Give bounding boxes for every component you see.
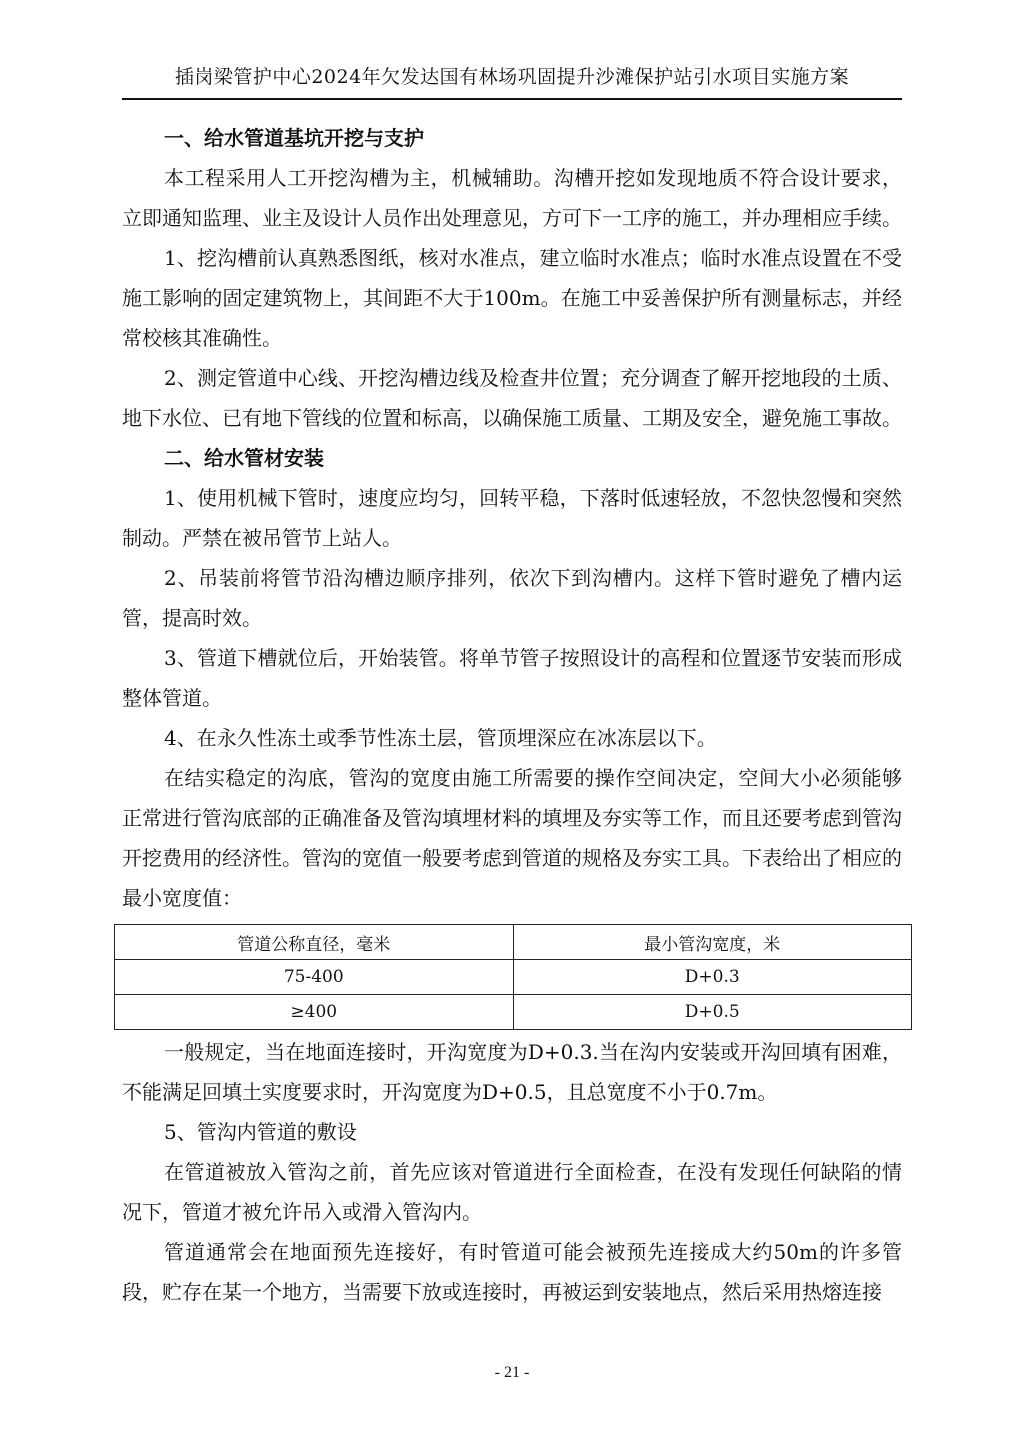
paragraph: 4、在永久性冻土或季节性冻土层，管顶埋深应在冰冻层以下。	[164, 726, 717, 750]
table-cell: D+0.3	[513, 960, 912, 995]
header-divider	[122, 98, 902, 100]
table-row	[115, 995, 912, 1030]
paragraph: 1、使用机械下管时，速度应均匀，回转平稳，下落时低速轻放，不忽快忽慢和突然制动。严禁在被吊管节上站人。	[122, 486, 902, 550]
trench-width-table	[114, 924, 912, 1030]
paragraph: 在管道被放入管沟之前，首先应该对管道进行全面检查，在没有发现任何缺陷的情况下，管道才被允许吊入或滑入管沟内。	[122, 1160, 902, 1224]
document-body	[122, 118, 902, 1312]
paragraph: 5、管沟内管道的敷设	[164, 1120, 357, 1144]
paragraph: 在结实稳定的沟底，管沟的宽度由施工所需要的操作空间决定，空间大小必须能够正常进行管沟底部的正确准备及管沟填埋材料的填埋及夯实等工作，而且还要考虑到管沟开挖费用的经济性。管沟的宽值一般要考虑到管道的规格及夯实工具。下表给出了相应的最小宽度值：	[122, 766, 902, 910]
section-heading-excavation: 一、给水管道基坑开挖与支护	[164, 126, 424, 150]
table-cell: ≥400	[115, 995, 514, 1030]
table-header-cell: 最小管沟宽度，米	[513, 925, 912, 960]
paragraph: 管道通常会在地面预先连接好，有时管道可能会被预先连接成大约50m的许多管段，贮存在某一个地方，当需要下放或连接时，再被运到安装地点，然后采用热熔连接	[122, 1240, 902, 1304]
table-cell: D+0.5	[513, 995, 912, 1030]
paragraph: 2、测定管道中心线、开挖沟槽边线及检查井位置；充分调查了解开挖地段的土质、地下水位、已有地下管线的位置和标高，以确保施工质量、工期及安全，避免施工事故。	[122, 366, 902, 430]
paragraph: 2、吊装前将管节沿沟槽边顺序排列，依次下到沟槽内。这样下管时避免了槽内运管，提高时效。	[122, 566, 902, 630]
paragraph: 一般规定，当在地面连接时，开沟宽度为D+0.3.当在沟内安装或开沟回填有困难，不能满足回填土实度要求时，开沟宽度为D+0.5，且总宽度不小于0.7m。	[122, 1040, 902, 1104]
table-cell: 75-400	[115, 960, 514, 995]
section-heading-pipe-installation: 二、给水管材安装	[164, 446, 324, 470]
table-row	[115, 960, 912, 995]
paragraph: 1、挖沟槽前认真熟悉图纸，核对水准点，建立临时水准点；临时水准点设置在不受施工影响的固定建筑物上，其间距不大于100m。在施工中妥善保护所有测量标志，并经常校核其准确性。	[122, 246, 902, 350]
table-header-row	[115, 925, 912, 960]
paragraph: 本工程采用人工开挖沟槽为主，机械辅助。沟槽开挖如发现地质不符合设计要求，立即通知监理、业主及设计人员作出处理意见，方可下一工序的施工，并办理相应手续。	[122, 166, 902, 230]
page-header-title: 插岗梁管护中心2024年欠发达国有林场巩固提升沙滩保护站引水项目实施方案	[174, 66, 850, 88]
table-header-cell: 管道公称直径，毫米	[115, 925, 514, 960]
page-number: - 21 -	[494, 1364, 530, 1381]
paragraph: 3、管道下槽就位后，开始装管。将单节管子按照设计的高程和位置逐节安装而形成整体管道。	[122, 646, 902, 710]
